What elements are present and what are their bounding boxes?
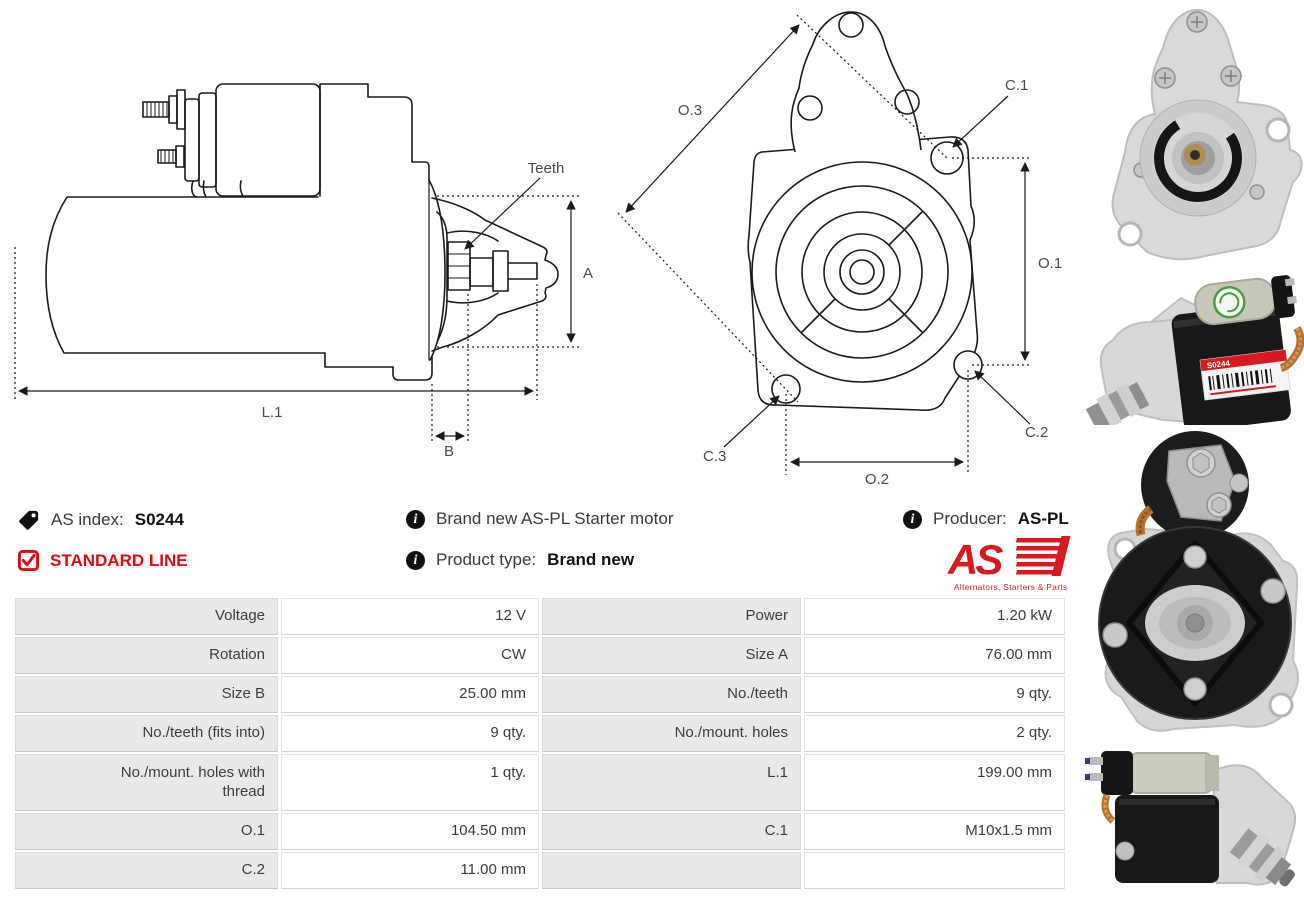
spec-value: 2 qty.	[804, 715, 1065, 752]
starter-side-profile-image	[1085, 743, 1304, 898]
c3-label: C.3	[703, 448, 727, 465]
spec-label: Size A	[542, 637, 801, 674]
logo-tagline: Alternators, Starters & Parts	[954, 583, 1068, 592]
product-photo-front[interactable]	[1085, 2, 1304, 268]
producer-value: AS-PL	[1017, 509, 1069, 528]
starter-side-three-quarter-image	[1085, 270, 1304, 450]
spec-label: O.1	[15, 813, 278, 850]
as-index-row	[18, 509, 184, 531]
spec-value: M10x1.5 mm	[804, 813, 1065, 850]
product-type-label: Product type:	[436, 550, 537, 569]
spec-value: 12 V	[281, 598, 539, 635]
table-row	[15, 715, 1068, 752]
table-row	[15, 598, 1068, 635]
o1-label: O.1	[1038, 255, 1063, 272]
spec-value: 199.00 mm	[804, 754, 1065, 811]
spec-value: 9 qty.	[804, 676, 1065, 713]
product-type-value: Brand new	[547, 550, 635, 569]
c2-label: C.2	[1025, 424, 1049, 441]
side-view-outline	[46, 84, 558, 380]
spec-label: L.1	[542, 754, 801, 811]
spec-label: No./teeth	[542, 676, 801, 713]
table-row	[15, 754, 1068, 811]
producer-row	[903, 509, 1069, 529]
product-photo-side-profile[interactable]	[1085, 743, 1304, 898]
product-line-row	[18, 550, 188, 571]
size-b-label: B	[443, 443, 455, 460]
spec-value: 76.00 mm	[804, 637, 1065, 674]
product-photo-rear[interactable]	[1085, 425, 1304, 740]
product-photo-side-three-quarter[interactable]	[1085, 270, 1304, 450]
c1-label: C.1	[1005, 77, 1029, 94]
spec-value: 1.20 kW	[804, 598, 1065, 635]
starter-front-view-image	[1085, 2, 1304, 268]
table-row	[15, 676, 1068, 713]
table-row	[15, 852, 1068, 889]
info-icon: i	[903, 510, 922, 529]
as-index-value: S0244	[134, 510, 184, 529]
spec-value: 104.50 mm	[281, 813, 539, 850]
description-row	[406, 509, 673, 529]
front-view-outline	[748, 12, 982, 410]
photo-label-text: S0244	[1206, 358, 1231, 371]
spec-label: Size B	[15, 676, 278, 713]
table-row	[15, 813, 1068, 850]
length-l1-label: L.1	[261, 404, 283, 421]
as-pl-logo	[946, 534, 1080, 594]
teeth-label: Teeth	[527, 160, 565, 177]
tag-icon	[18, 509, 40, 531]
spec-value: 11.00 mm	[281, 852, 539, 889]
product-line-badge: STANDARD LINE	[50, 550, 188, 570]
spec-label: No./teeth (fits into)	[15, 715, 278, 752]
spec-value: CW	[281, 637, 539, 674]
product-description: Brand new AS-PL Starter motor	[436, 509, 674, 528]
starter-rear-view-image	[1085, 425, 1304, 740]
info-icon: i	[406, 510, 425, 529]
side-view-dimension-lines	[15, 178, 582, 442]
spec-label: C.2	[15, 852, 278, 889]
spec-table	[15, 598, 1068, 891]
o3-label: O.3	[677, 102, 703, 119]
spec-label	[542, 852, 801, 889]
front-view-technical-drawing	[600, 0, 1104, 495]
product-type-row	[406, 550, 634, 570]
spec-value	[804, 852, 1065, 889]
info-icon: i	[406, 551, 425, 570]
spec-value: 1 qty.	[281, 754, 539, 811]
spec-value: 9 qty.	[281, 715, 539, 752]
side-view-technical-drawing	[0, 58, 620, 460]
size-a-label: A	[583, 265, 594, 282]
producer-label: Producer:	[933, 509, 1007, 528]
spec-label: No./mount. holes	[542, 715, 801, 752]
spec-label: Rotation	[15, 637, 278, 674]
table-row	[15, 637, 1068, 674]
checked-checkbox-icon	[18, 550, 39, 571]
as-index-label: AS index:	[51, 510, 124, 529]
spec-label: No./mount. holes with thread	[15, 754, 278, 811]
logo-text: AS	[948, 536, 1001, 583]
o2-label: O.2	[864, 471, 890, 488]
spec-label: C.1	[542, 813, 801, 850]
spec-value: 25.00 mm	[281, 676, 539, 713]
spec-label: Voltage	[15, 598, 278, 635]
spec-label: Power	[542, 598, 801, 635]
